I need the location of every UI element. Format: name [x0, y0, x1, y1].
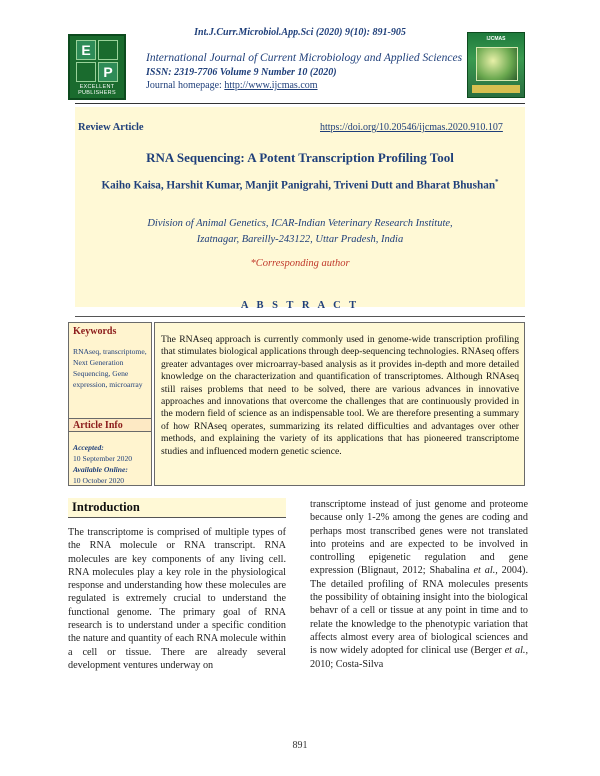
journal-title: International Journal of Current Microbiology and Applied Sciences: [146, 52, 463, 64]
affiliation: [75, 216, 525, 248]
accepted-label: Accepted:: [73, 443, 104, 452]
article-header-panel: [75, 107, 525, 307]
paper-title: RNA Sequencing: A Potent Transcription Profiling Tool: [146, 150, 454, 165]
available-label: Available Online:: [73, 465, 128, 474]
affiliation-line: Division of Animal Genetics, ICAR-Indian Veterinary Research Institute,: [147, 218, 453, 229]
authors-text: Kaiho Kaisa, Harshit Kumar, Manjit Panigrahi, Triveni Dutt and Bharat Bhushan: [101, 179, 496, 192]
journal-homepage: [146, 80, 318, 91]
logo-letter-e: E: [76, 40, 96, 60]
cover-image: [476, 47, 518, 81]
corresponding-mark: *: [495, 178, 499, 186]
cover-title: IJCMAS: [486, 36, 506, 42]
journal-citation: Int.J.Curr.Microbiol.App.Sci (2020) 9(10): 891-905: [194, 27, 406, 38]
article-info: [73, 442, 149, 486]
et-al: et al.,: [473, 565, 498, 577]
journal-cover-thumbnail: [467, 32, 525, 98]
logo-text: EXCELLENT PUBLISHERS: [78, 84, 116, 96]
homepage-link[interactable]: http://www.ijcmas.com: [224, 80, 318, 91]
logo-tile: [76, 62, 96, 82]
body-text: 2004). The detailed profiling of RNA molecules presents the possibility of obtaining insight into the biological behavr of a cell or tissue at any point in time and to relate the knowledge to the phenotypic variation that affects almost every area of biological sciences and is now widely adopted for clinical use (Berger: [310, 565, 528, 657]
keywords-heading: Keywords: [73, 326, 117, 337]
journal-issn: ISSN: 2319-7706 Volume 9 Number 10 (2020): [146, 67, 337, 78]
abstract-rule: [75, 316, 525, 317]
abstract-box: [154, 322, 525, 486]
doi-link[interactable]: https://doi.org/10.20546/ijcmas.2020.910.107: [320, 122, 503, 133]
abstract-heading: A B S T R A C T: [240, 300, 360, 311]
article-sidebar: [68, 322, 152, 486]
et-al: et al.,: [504, 645, 528, 657]
body-text: transcriptome instead of just genome and proteome because only 1-2% among the genes are coding and perhaps most transcribed genes were not translated into proteins and are expected to be involved in controlling epigenetic regulation and gene expression (Blignaut, 2012; Shabalina: [310, 499, 528, 577]
body-column-right: [310, 498, 528, 671]
article-info-heading: Article Info: [69, 418, 151, 432]
logo-tile: [98, 40, 118, 60]
logo-letter-p: P: [98, 62, 118, 82]
affiliation-line: Izatnagar, Bareilly-243122, Uttar Pradesh, India: [196, 234, 404, 245]
article-type: Review Article: [78, 122, 144, 133]
cover-footer-band: [472, 85, 520, 93]
introduction-heading: Introduction: [68, 498, 286, 518]
keywords-list: RNAseq, transcriptome, Next Generation Sequencing, Gene expression, microarray: [73, 347, 147, 389]
body-text: 2010; Costa-Silva: [310, 658, 384, 670]
author-list: [75, 178, 525, 192]
header-rule: [75, 103, 525, 104]
publisher-logo: [68, 34, 126, 100]
accepted-date: 10 September 2020: [73, 454, 133, 463]
available-date: 10 October 2020: [73, 476, 125, 485]
abstract-text: The RNAseq approach is currently commonly used in genome-wide transcription profiling that stimulates biological applications through deep-sequencing technologies. RNAseq offers greater advantages over microarray-based analysis as it provides in-depth and more detailed knowledge on the characterization and quantification of transcriptomes. Although RNAseq still raises problems that need to be solved, there are various advances in innovative approaches and innovations that overcome the challenges that are continuously provided in the modern field of science as an indispensable tool. We are therefore presenting a summary of how RNAseq operates, summarizing its related difficulties and advantages over other methods, and explaining the variety of its applications that has pioneered transcriptome studies and influenced modern genetic science.: [161, 334, 519, 457]
homepage-label: Journal homepage:: [146, 80, 225, 91]
page-number: 891: [292, 740, 308, 751]
body-column-left: The transcriptome is comprised of multiple types of the RNA molecule or RNA transcript. RNA molecules are key components of any living cell. RNA molecules play a key role in the physiological response and understanding how these molecules are regulated is extremely crucial to understand the functional genome. The primary goal of RNA research is to understand under a specific condition the nature and quantity of each RNA molecule within a cell or tissue. There are already several development ventures underway on: [68, 527, 286, 671]
corresponding-author: *Corresponding author: [250, 258, 350, 269]
